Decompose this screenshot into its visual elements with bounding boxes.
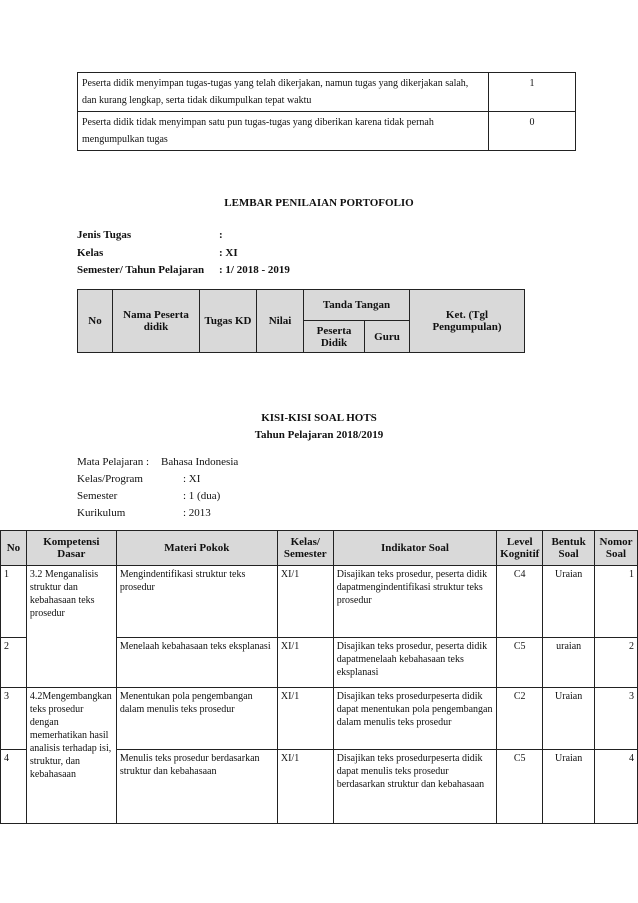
meta-value: Bahasa Indonesia xyxy=(161,456,239,468)
cell-level: C5 xyxy=(497,638,543,688)
cell-materi: Menulis teks prosedur berdasarkan struktur dan kebahasaan xyxy=(116,750,277,824)
cell-kelas: XI/1 xyxy=(277,750,333,824)
cell-materi: Mengindentifikasi struktur teks prosedur xyxy=(116,566,277,638)
table-row xyxy=(1,688,638,750)
table-header-row xyxy=(78,290,525,321)
cell-kd: 4.2Mengembangkan teks prosedur dengan memerhatikan hasil analisis terhadap isi, struktur, dan kebahasaan xyxy=(26,688,116,824)
field-value: : xyxy=(219,229,223,241)
kisi-title: KISI-KISI SOAL HOTS xyxy=(261,412,377,424)
meta-label: Semester xyxy=(77,490,118,502)
col-no: No xyxy=(1,531,27,566)
score-value: 0 xyxy=(489,112,576,151)
cell-nomor: 4 xyxy=(595,750,638,824)
col-materi: Materi Pokok xyxy=(116,531,277,566)
score-table xyxy=(77,72,576,151)
cell-indikator: Disajikan teks prosedurpeserta didik dapat menentukan pola pengembangan dalam menulis teks prosedur xyxy=(333,688,496,750)
meta-label: Kurikulum xyxy=(77,507,126,519)
cell-level: C2 xyxy=(497,688,543,750)
meta-value: : 1 (dua) xyxy=(183,490,221,502)
field-value: : XI xyxy=(219,247,238,259)
col-peserta: Peserta Didik xyxy=(304,321,365,353)
kisi-subtitle: Tahun Pelajaran 2018/2019 xyxy=(254,429,384,441)
table-header-row xyxy=(1,531,638,566)
cell-no: 2 xyxy=(1,638,27,688)
col-guru: Guru xyxy=(365,321,410,353)
meta-value: : XI xyxy=(183,473,201,485)
col-kd: Kompetensi Dasar xyxy=(26,531,116,566)
cell-level: C5 xyxy=(497,750,543,824)
score-desc: Peserta didik tidak menyimpan satu pun tugas-tugas yang diberikan karena tidak pernah mengumpulkan tugas xyxy=(78,112,489,151)
table-row xyxy=(78,112,576,151)
cell-materi: Menentukan pola pengembangan dalam menulis teks prosedur xyxy=(116,688,277,750)
field-label: Semester/ Tahun Pelajaran xyxy=(77,264,205,276)
cell-no: 4 xyxy=(1,750,27,824)
cell-nomor: 1 xyxy=(595,566,638,638)
meta-label: Mata Pelajaran : xyxy=(77,456,150,468)
table-row xyxy=(1,566,638,638)
cell-kd: 3.2 Menganalisis struktur dan kebahasaan teks prosedur xyxy=(26,566,116,688)
cell-no: 1 xyxy=(1,566,27,638)
score-desc: Peserta didik menyimpan tugas-tugas yang telah dikerjakan, namun tugas yang dikerjakan salah, dan kurang lengkap, serta tidak dikumpulkan tepat waktu xyxy=(78,73,489,112)
cell-nomor: 2 xyxy=(595,638,638,688)
col-level: Level Kognitif xyxy=(497,531,543,566)
col-nilai: Nilai xyxy=(257,290,304,353)
meta-value: : 2013 xyxy=(183,507,211,519)
col-ket: Ket. (Tgl Pengumpulan) xyxy=(410,290,525,353)
cell-kelas: XI/1 xyxy=(277,566,333,638)
meta-label: Kelas/Program xyxy=(77,473,143,485)
portfolio-title: LEMBAR PENILAIAN PORTOFOLIO xyxy=(224,197,414,209)
field-value: : 1/ 2018 - 2019 xyxy=(219,264,290,276)
table-row xyxy=(78,73,576,112)
cell-indikator: Disajikan teks prosedur, peserta didik dapatmengindentifikasi struktur teks prosedur xyxy=(333,566,496,638)
kisi-table xyxy=(0,530,638,824)
col-tugas: Tugas KD xyxy=(200,290,257,353)
cell-no: 3 xyxy=(1,688,27,750)
cell-bentuk: Uraian xyxy=(543,688,595,750)
cell-indikator: Disajikan teks prosedurpeserta didik dapat menulis teks prosedur berdasarkan struktur dan kebahasaan xyxy=(333,750,496,824)
cell-bentuk: Uraian xyxy=(543,750,595,824)
cell-bentuk: uraian xyxy=(543,638,595,688)
cell-indikator: Disajikan teks prosedur, peserta didik dapatmenelaah kebahasaan teks eksplanasi xyxy=(333,638,496,688)
cell-materi: Menelaah kebahasaan teks eksplanasi xyxy=(116,638,277,688)
cell-level: C4 xyxy=(497,566,543,638)
field-label: Kelas xyxy=(77,247,104,259)
col-no: No xyxy=(78,290,113,353)
portfolio-table xyxy=(77,289,525,353)
portfolio-info xyxy=(77,229,477,289)
col-bentuk: Bentuk Soal xyxy=(543,531,595,566)
score-value: 1 xyxy=(489,73,576,112)
kisi-meta xyxy=(77,456,377,526)
cell-kelas: XI/1 xyxy=(277,638,333,688)
col-indikator: Indikator Soal xyxy=(333,531,496,566)
cell-bentuk: Uraian xyxy=(543,566,595,638)
col-kelas: Kelas/ Semester xyxy=(277,531,333,566)
col-nama: Nama Peserta didik xyxy=(113,290,200,353)
col-tanda-tangan: Tanda Tangan xyxy=(304,290,410,321)
cell-kelas: XI/1 xyxy=(277,688,333,750)
field-label: Jenis Tugas xyxy=(77,229,132,241)
col-nomor: Nomor Soal xyxy=(595,531,638,566)
cell-nomor: 3 xyxy=(595,688,638,750)
kisi-title-block xyxy=(0,410,638,444)
